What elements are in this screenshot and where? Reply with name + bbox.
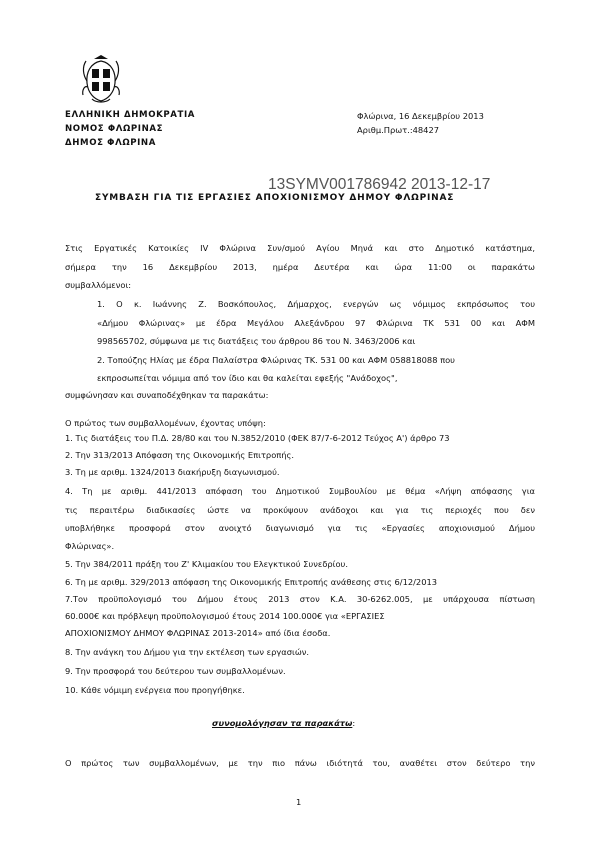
consideration-7-line-1: 7.Τον προϋπολογισμό του Δήμου έτους 2013 στον Κ.Α. 30-6262.005, με υπάρχουσα πίστωση bbox=[65, 594, 535, 604]
document-title: ΣΥΜΒΑΣΗ ΓΙΑ ΤΙΣ ΕΡΓΑΣΙΕΣ ΑΠΟΧΙΟΝΙΣΜΟΥ ΔΗΜΟΥ ΦΛΩΡΙΝΑΣ bbox=[95, 193, 455, 203]
consideration-6: 6. Τη με αριθμ. 329/2013 απόφαση της Οικονομικής Επιτροπής ανάθεσης στις 6/12/2013 bbox=[65, 577, 438, 587]
protocol-number: Αριθμ.Πρωτ.:48427 bbox=[357, 125, 440, 135]
party-2-line-1: 2. Τοπούζης Ηλίας με έδρα Παλαίστρα Φλώρινας ΤΚ. 531 00 και ΑΦΜ 058818088 που bbox=[97, 355, 455, 365]
intro-line-1: Στις Εργατικές Κατοικίες IV Φλώρινα Συν/σμού Αγίου Μηνά και στο Δημοτικό κατάστημα, bbox=[65, 243, 535, 253]
intro-line-3: συμβαλλόμενοι: bbox=[65, 280, 132, 290]
considerations-heading: Ο πρώτος των συμβαλλομένων, έχοντας υπόψη: bbox=[65, 418, 266, 428]
agreement-line: συμφώνησαν και συναποδέχθηκαν τα παρακάτω: bbox=[65, 390, 269, 400]
consideration-8: 8. Την ανάγκη του Δήμου για την εκτέλεση των εργασιών. bbox=[65, 647, 310, 657]
consideration-4-line-3: υποβλήθηκε προσφορά στον ανοιχτό διαγωνισμό για τις «Εργασίες αποχιονισμού Δήμου bbox=[65, 523, 535, 533]
agreed-heading-text: συνομολόγησαν τα παρακάτω bbox=[212, 718, 353, 728]
date-line: Φλώρινα, 16 Δεκεμβρίου 2013 bbox=[357, 111, 484, 121]
intro-line-2: σήμερα την 16 Δεκεμβρίου 2013, ημέρα Δευτέρα και ώρα 11:00 οι παρακάτω bbox=[65, 262, 535, 272]
consideration-7-line-3: ΑΠΟΧΙΟΝΙΣΜΟΥ ΔΗΜΟΥ ΦΛΩΡΙΝΑΣ 2013-2014» από ίδια έσοδα. bbox=[65, 628, 331, 638]
party-2-line-2: εκπροσωπείται νόμιμα από τον ίδιο και θα καλείται εφεξής "Ανάδοχος", bbox=[97, 373, 398, 383]
coat-of-arms-emblem bbox=[80, 55, 122, 107]
consideration-4-line-4: Φλώρινας». bbox=[65, 541, 115, 551]
consideration-9: 9. Την προσφορά του δεύτερου των συμβαλλομένων. bbox=[65, 666, 286, 676]
party-1-line-3: 998565702, σύμφωνα με τις διατάξεις του άρθρου 86 του Ν. 3463/2006 και bbox=[97, 336, 416, 346]
consideration-7-line-2: 60.000€ και πρόβλεψη προϋπολογισμού έτους 2014 100.000€ για «ΕΡΓΑΣΙΕΣ bbox=[65, 611, 385, 621]
closing-line: Ο πρώτος των συμβαλλομένων, με την πιο πάνω ιδιότητά του, αναθέτει στον δεύτερο την bbox=[65, 758, 535, 768]
agreed-heading bbox=[212, 718, 355, 728]
consideration-3: 3. Τη με αριθμ. 1324/2013 διακήρυξη διαγωνισμού. bbox=[65, 467, 280, 477]
registry-stamp: 13SYMV001786942 2013-12-17 bbox=[268, 176, 491, 193]
consideration-10: 10. Κάθε νόμιμη ενέργεια που προηγήθηκε. bbox=[65, 685, 245, 695]
greek-coat-of-arms-icon bbox=[80, 55, 122, 107]
consideration-4-line-2: τις περαιτέρω διαδικασίες ώστε να προκύψουν ανάδοχοι και για τις περιοχές που δεν bbox=[65, 505, 535, 515]
party-1-line-1: 1. Ο κ. Ιωάννης Ζ. Βοσκόπουλος, Δήμαρχος, ενεργών ως νόμιμος εκπρόσωπος του bbox=[97, 299, 535, 309]
agreed-heading-colon: : bbox=[352, 718, 356, 728]
consideration-4-line-1: 4. Τη με αριθμ. 441/2013 απόφαση του Δημοτικού Συμβουλίου με θέμα «Λήψη απόφασης για bbox=[65, 486, 535, 496]
party-1-line-2: «Δήμου Φλώρινας» με έδρα Μεγάλου Αλεξάνδρου 97 Φλώρινα ΤΚ 531 00 και ΑΦΜ bbox=[97, 318, 535, 328]
org-line-1: ΕΛΛΗΝΙΚΗ ΔΗΜΟΚΡΑΤΙΑ bbox=[65, 110, 196, 120]
org-line-3: ΔΗΜΟΣ ΦΛΩΡΙΝΑ bbox=[65, 138, 156, 148]
consideration-2: 2. Την 313/2013 Απόφαση της Οικονομικής Επιτροπής. bbox=[65, 450, 295, 460]
org-line-2: ΝΟΜΟΣ ΦΛΩΡΙΝΑΣ bbox=[65, 124, 164, 134]
page-number: 1 bbox=[296, 797, 302, 807]
consideration-5: 5. Την 384/2011 πράξη του Ζ' Κλιμακίου του Ελεγκτικού Συνεδρίου. bbox=[65, 559, 348, 569]
consideration-1: 1. Τις διατάξεις του Π.Δ. 28/80 και του Ν.3852/2010 (ΦΕΚ 87/7-6-2012 Τεύχος Α') άρθρο 73 bbox=[65, 433, 450, 443]
